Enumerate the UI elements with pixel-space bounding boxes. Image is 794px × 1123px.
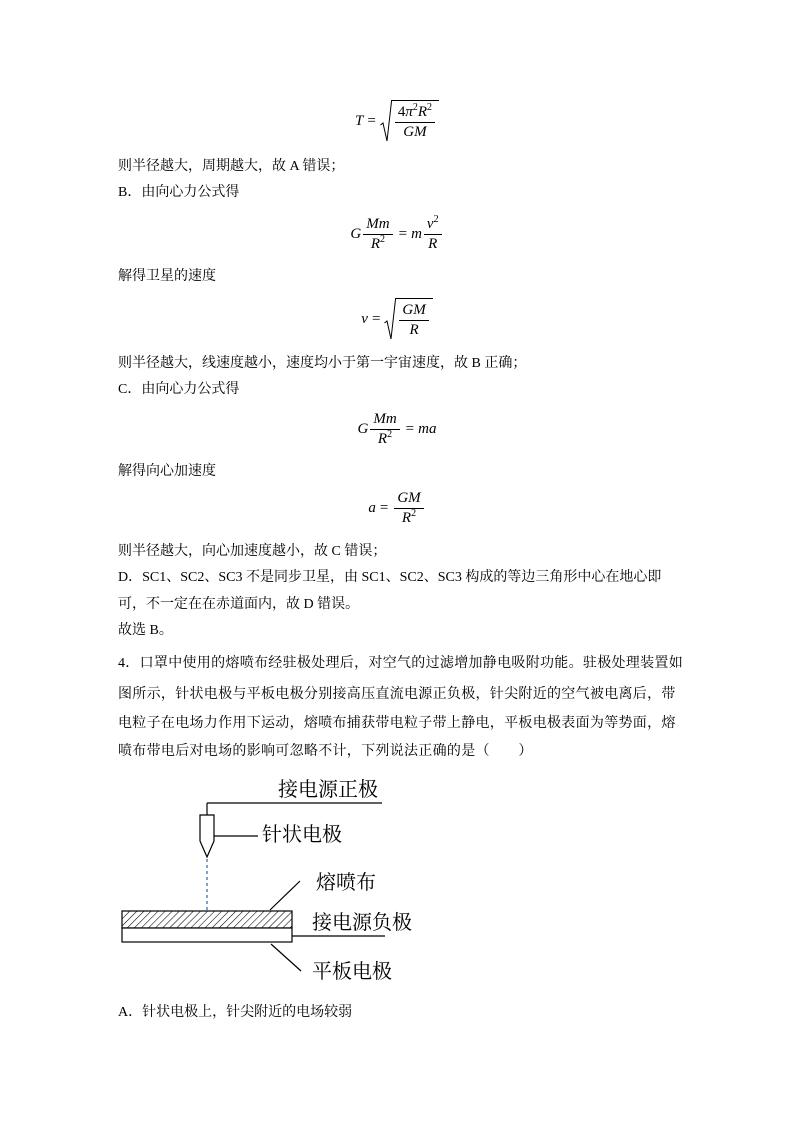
equals-sign: = [379, 500, 389, 516]
equals-sign: = [398, 226, 408, 242]
formula-period [0, 100, 794, 142]
denominator: R [377, 431, 388, 447]
text-a-conclusion: 则半径越大，周期越大，故 A 错误； [118, 159, 345, 174]
numerator-coefficient: 4 [397, 103, 406, 120]
numerator: v [426, 216, 434, 232]
text-b-intro: B．由向心力公式得 [118, 185, 240, 200]
label-flat-plate-electrode: 平板电极 [312, 961, 392, 983]
numerator: GM [394, 490, 423, 509]
numerator: Mm [370, 411, 399, 430]
question-4-line-1: 4．口罩中使用的熔喷布经驻极处理后，对空气的过滤增加静电吸附功能。驻极处理装置如 [118, 656, 683, 671]
formula-acceleration [0, 490, 794, 527]
exponent: 2 [427, 101, 432, 113]
text-c-solve: 解得向心加速度 [118, 464, 216, 479]
fraction [394, 490, 423, 527]
option-a: A．针状电极上，针尖附近的电场较弱 [118, 1005, 353, 1020]
label-positive-terminal: 接电源正极 [278, 779, 378, 801]
answer-text: 故选 B。 [118, 623, 173, 638]
formula-lhs: T [355, 112, 364, 129]
melt-blown-fabric [122, 911, 292, 928]
text-d-line-2: 可，不一定在在赤道面内，故 D 错误。 [118, 597, 360, 612]
fraction [363, 216, 392, 253]
numerator-radius: R [417, 103, 427, 120]
denominator: R [409, 321, 419, 338]
radical-sign-icon [380, 100, 392, 142]
gravitational-constant: G [357, 421, 369, 437]
question-4-line-4: 喷布带电后对电场的影响可忽略不计，下列说法正确的是（ ） [118, 744, 533, 759]
exponent: 2 [412, 101, 418, 113]
flat-plate-electrode [122, 928, 292, 942]
exponent: 2 [411, 508, 417, 519]
square-root [384, 298, 432, 340]
label-needle-electrode: 针状电极 [262, 824, 342, 846]
numerator: GM [399, 302, 428, 321]
electret-device-diagram [110, 775, 430, 995]
fraction [399, 302, 428, 339]
denominator: R [428, 236, 438, 252]
question-4-line-3: 电粒子在电场力作用下运动，熔喷布捕获带电粒子带上静电，平板电极表面为等势面，熔 [118, 716, 676, 731]
equals-sign: = [371, 310, 381, 327]
text-b-conclusion: 则半径越大，线速度越小，速度均小于第一宇宙速度，故 B 正确； [118, 356, 527, 371]
fraction [395, 101, 435, 141]
numerator: Mm [363, 216, 392, 235]
denominator: R [370, 236, 381, 252]
needle-electrode [200, 815, 214, 857]
fraction [370, 411, 399, 448]
formula-centripetal-velocity [0, 216, 794, 253]
label-melt-blown-fabric: 熔喷布 [316, 872, 376, 894]
exponent: 2 [380, 234, 386, 245]
text-b-solve: 解得卫星的速度 [118, 269, 216, 284]
formula-velocity [0, 298, 794, 340]
fabric-label-pointer [270, 881, 300, 910]
plate-label-pointer [271, 944, 301, 971]
question-4-line-2: 图所示，针状电极与平板电极分别接高压直流电源正负极，针尖附近的空气被电离后，带 [118, 687, 676, 702]
exponent: 2 [433, 214, 439, 225]
formula-lhs: v [361, 310, 368, 327]
square-root [380, 100, 439, 142]
formula-centripetal-acceleration [0, 411, 794, 448]
label-negative-terminal: 接电源负极 [312, 912, 412, 934]
text-c-intro: C．由向心力公式得 [118, 382, 240, 397]
text-c-conclusion: 则半径越大，向心加速度越小，故 C 错误； [118, 544, 387, 559]
equals-sign: = [405, 421, 415, 437]
numerator-pi: π [405, 103, 413, 120]
fraction [424, 216, 442, 253]
formula-rhs: ma [418, 421, 437, 437]
exponent: 2 [387, 429, 393, 440]
denominator: GM [403, 123, 427, 140]
mass-symbol: m [411, 226, 422, 242]
denominator: R [401, 510, 412, 526]
text-d-line-1: D．SC1、SC2、SC3 不是同步卫星，由 SC1、SC2、SC3 构成的等边三角形中心在地心即 [118, 570, 662, 585]
equals-sign: = [367, 112, 376, 129]
formula-lhs: a [368, 500, 376, 516]
radical-sign-icon [384, 298, 396, 340]
gravitational-constant: G [350, 226, 362, 242]
